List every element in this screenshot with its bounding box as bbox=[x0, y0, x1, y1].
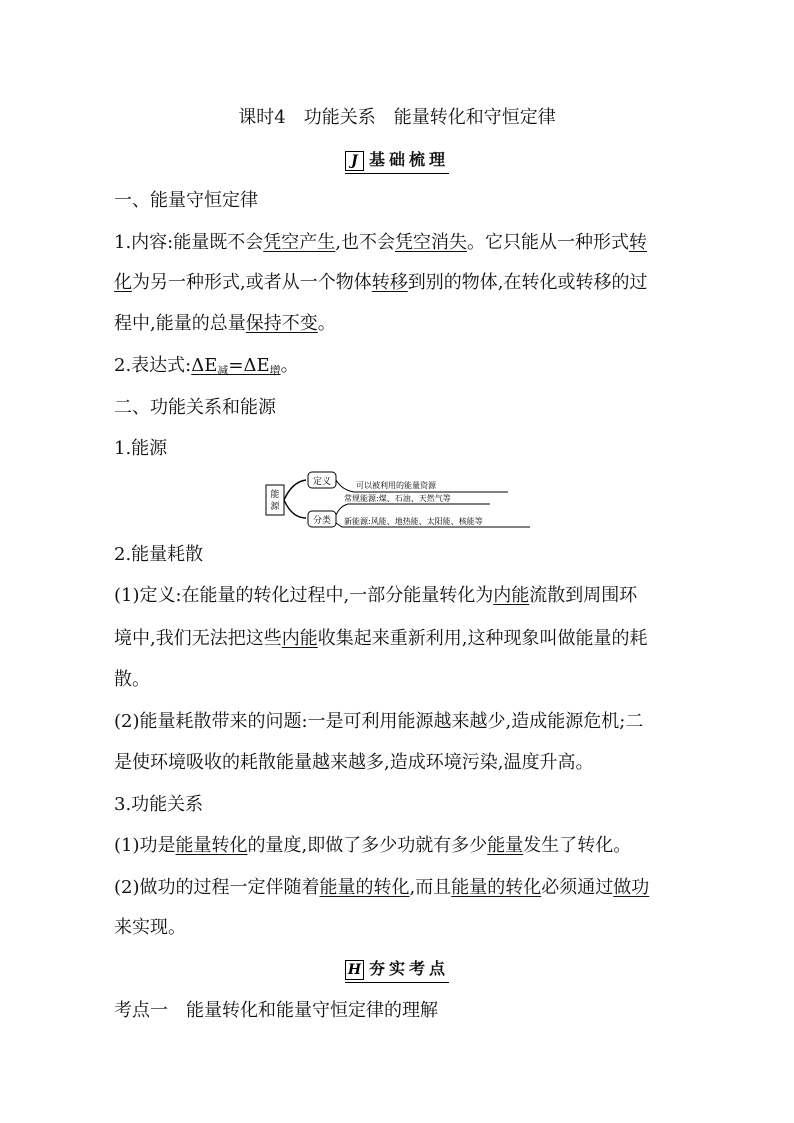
classification-label: 分类 bbox=[312, 516, 332, 526]
lesson-title: 课时4 功能关系 能量转化和守恒定律 bbox=[238, 107, 556, 128]
energy-classification-diagram bbox=[262, 468, 532, 530]
brace-upper bbox=[284, 480, 306, 500]
brace-lower bbox=[284, 500, 306, 518]
badge-letter-icon: H bbox=[345, 960, 364, 980]
answer-blank: 化 bbox=[114, 272, 132, 293]
heading-energy-source: 1.能源 bbox=[114, 438, 168, 459]
heading-work-energy-relation: 3.功能关系 bbox=[114, 794, 204, 815]
badge-label: 夯实考点 bbox=[368, 959, 449, 978]
heading-work-energy: 二、功能关系和能源 bbox=[114, 397, 276, 418]
answer-blank: 转移 bbox=[371, 272, 408, 293]
root-label-1: 能 bbox=[270, 490, 280, 500]
answer-blank: 凭空产生 bbox=[263, 232, 336, 253]
root-label-2: 源 bbox=[270, 502, 280, 512]
answer-blank: 内能 bbox=[281, 628, 318, 649]
definition-text: 可以被利用的能量资源 bbox=[356, 481, 436, 490]
paragraph-content-3: 程中,能量的总量保持不变。 bbox=[114, 313, 336, 334]
paragraph-problems-2: 是使环境吸收的耗散能量越来越多,造成环境污染,温度升高。 bbox=[114, 752, 594, 773]
answer-blank: 能量的转化 bbox=[451, 877, 542, 898]
answer-blank: 凭空消失 bbox=[394, 232, 467, 253]
answer-blank: 能量转化 bbox=[175, 835, 248, 856]
paragraph-problems-1: (2)能量耗散带来的问题:一是可利用能源越来越少,造成能源危机;二 bbox=[114, 711, 644, 732]
paragraph-content-2: 化为另一种形式,或者从一个物体转移到别的物体,在转化或转移的过 bbox=[114, 272, 648, 293]
answer-blank: 内能 bbox=[493, 585, 530, 606]
classification-line-1 bbox=[336, 504, 490, 515]
definition-label: 定义 bbox=[312, 477, 332, 487]
answer-blank: 能量的转化 bbox=[319, 877, 410, 898]
paragraph-content-1: 1.内容:能量既不会凭空产生,也不会凭空消失。它只能从一种形式转 bbox=[114, 232, 647, 253]
badge-label: 基础梳理 bbox=[368, 150, 449, 169]
heading-energy-conservation: 一、能量守恒定律 bbox=[114, 190, 258, 211]
formula-line: 2.表达式$:\Delta E_减=\Delta E_增$。 bbox=[114, 355, 299, 377]
paragraph-work-process-2: 来实现。 bbox=[114, 917, 186, 938]
answer-blank: 转 bbox=[628, 232, 647, 253]
answer-blank: 做功 bbox=[613, 877, 650, 898]
paragraph-definition-2: 境中,我们无法把这些内能收集起来重新利用,这种现象叫做能量的耗 bbox=[114, 628, 648, 649]
section-badge-basics bbox=[0, 149, 794, 174]
section-badge-consolidate bbox=[0, 958, 794, 983]
classification-text-2: 新能源:风能、地热能、太阳能、核能等 bbox=[344, 517, 483, 526]
classification-text-1: 常规能源:煤、石油、天然气等 bbox=[344, 494, 451, 503]
answer-blank: 能量 bbox=[487, 835, 524, 856]
paragraph-definition-1: (1)定义:在能量的转化过程中,一部分能量转化为内能流散到周围环 bbox=[114, 585, 638, 606]
exam-point-heading: 考点一 能量转化和能量守恒定律的理解 bbox=[114, 1000, 438, 1021]
formula-answer: $\Delta E_减=\Delta E_增$ bbox=[191, 355, 281, 377]
heading-energy-dissipation: 2.能量耗散 bbox=[114, 544, 204, 565]
answer-blank: 保持不变 bbox=[245, 313, 318, 334]
badge-letter-icon: J bbox=[345, 151, 364, 171]
paragraph-work-process-1: (2)做功的过程一定伴随着能量的转化,而且能量的转化必须通过做功 bbox=[114, 877, 650, 898]
paragraph-work-measure: (1)功是能量转化的量度,即做了多少功就有多少能量发生了转化。 bbox=[114, 835, 632, 856]
paragraph-definition-3: 散。 bbox=[114, 669, 150, 690]
